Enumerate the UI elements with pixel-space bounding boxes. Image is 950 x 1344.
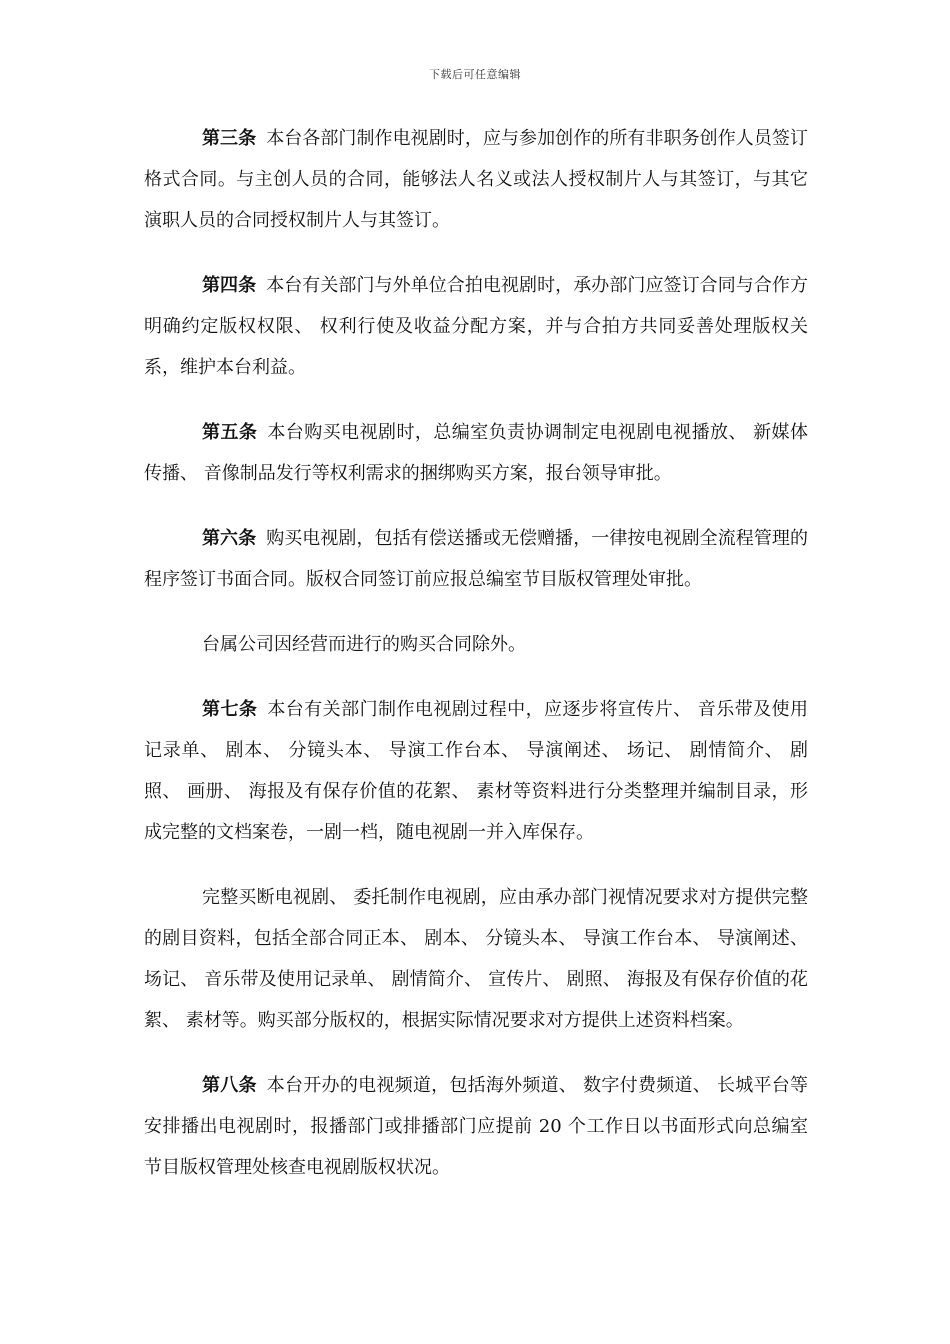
paragraph-text: 本台有关部门与外单位合拍电视剧时，承办部门应签订合同与合作方明确约定版权权限、 权利行使及收益分配方案，并与合拍方共同妥善处理版权关系，维护本台利益。 bbox=[144, 275, 808, 378]
paragraph-article-6 bbox=[144, 518, 808, 600]
article-heading: 第八条 bbox=[202, 1075, 257, 1096]
paragraph-text: 本台开办的电视频道，包括海外频道、 数字付费频道、 长城平台等安排播出电视剧时，报播部门或排播部门应提前 20 个工作日以书面形式向总编室节目版权管理处核查电视剧版权状况。 bbox=[144, 1075, 808, 1178]
paragraph-article-3 bbox=[144, 118, 808, 241]
article-heading: 第六条 bbox=[202, 528, 257, 549]
header-note: 下载后可任意编辑 bbox=[429, 68, 521, 81]
paragraph-exception bbox=[144, 624, 808, 665]
paragraph-article-5 bbox=[144, 412, 808, 494]
article-heading: 第三条 bbox=[202, 128, 257, 149]
paragraph-article-8 bbox=[144, 1065, 808, 1188]
paragraph-complete-buyout bbox=[144, 877, 808, 1041]
paragraph-text: 购买电视剧，包括有偿送播或无偿赠播，一律按电视剧全流程管理的程序签订书面合同。版权合同签订前应报总编室节目版权管理处审批。 bbox=[144, 528, 808, 590]
paragraph-text: 本台购买电视剧时，总编室负责协调制定电视剧电视播放、 新媒体传播、 音像制品发行等权利需求的捆绑购买方案，报台领导审批。 bbox=[144, 422, 809, 484]
paragraph-article-4 bbox=[144, 265, 808, 388]
article-heading: 第四条 bbox=[202, 275, 257, 296]
document-body bbox=[144, 118, 808, 1212]
paragraph-text: 台属公司因经营而进行的购买合同除外。 bbox=[202, 634, 526, 655]
paragraph-text: 本台各部门制作电视剧时，应与参加创作的所有非职务创作人员签订格式合同。与主创人员的合同，能够法人名义或法人授权制片人与其签订，与其它演职人员的合同授权制片人与其签订。 bbox=[144, 128, 808, 231]
article-heading: 第五条 bbox=[202, 422, 258, 443]
paragraph-article-7 bbox=[144, 689, 808, 853]
article-heading: 第七条 bbox=[202, 699, 258, 720]
paragraph-text: 本台有关部门制作电视剧过程中，应逐步将宣传片、 音乐带及使用记录单、 剧本、 分镜头本、 导演工作台本、 导演阐述、 场记、 剧情简介、 剧照、 画册、 海报及有保存价值的花絮、 素材等资料进行分类整理并编制目录，形成完整的文档案卷，一剧一档，随电视剧一并入库保存。 bbox=[144, 699, 809, 843]
paragraph-text: 完整买断电视剧、 委托制作电视剧，应由承办部门视情况要求对方提供完整的剧目资料，包括全部合同正本、 剧本、 分镜头本、 导演工作台本、 导演阐述、 场记、 音乐带及使用记录单、 剧情简介、 宣传片、 剧照、 海报及有保存价值的花絮、 素材等。购买部分版权的，根据实际情况要求对方提供上述资料档案。 bbox=[144, 887, 808, 1031]
